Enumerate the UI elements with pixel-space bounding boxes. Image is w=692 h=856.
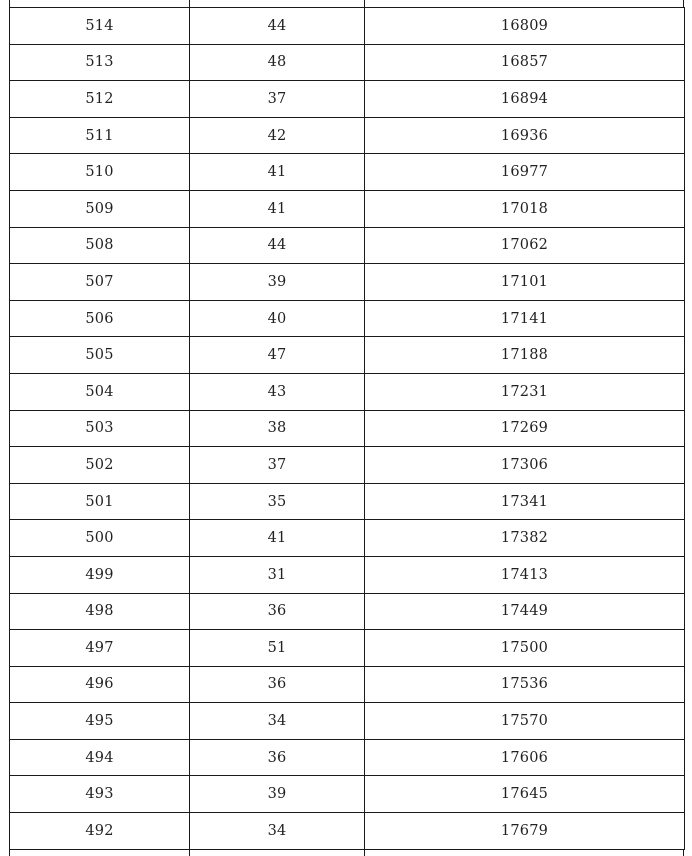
cumulative-cell: 17449 [365,593,685,630]
count-cell: 47 [190,337,365,374]
score-table-body [10,8,685,850]
count-cell: 39 [190,264,365,301]
table-top-continuation [9,0,684,7]
score-cell: 492 [10,813,190,850]
table-row [10,264,685,301]
score-cell: 509 [10,190,190,227]
score-cell: 500 [10,520,190,557]
count-cell: 48 [190,44,365,81]
count-cell: 38 [190,410,365,447]
table-row [10,8,685,45]
score-cell: 499 [10,556,190,593]
cumulative-cell: 17645 [365,776,685,813]
table-row [10,190,685,227]
score-cell: 508 [10,227,190,264]
cumulative-cell: 17570 [365,703,685,740]
count-cell: 31 [190,556,365,593]
cumulative-cell: 16809 [365,8,685,45]
table-row [10,776,685,813]
table-row [10,117,685,154]
score-cell: 503 [10,410,190,447]
table-row [10,300,685,337]
score-cell: 501 [10,483,190,520]
table-row [10,483,685,520]
table-row [10,593,685,630]
count-cell: 36 [190,739,365,776]
count-cell: 36 [190,593,365,630]
table-row [10,227,685,264]
score-cell: 493 [10,776,190,813]
cumulative-cell: 17606 [365,739,685,776]
cumulative-cell: 16857 [365,44,685,81]
count-cell: 51 [190,630,365,667]
score-cell: 514 [10,8,190,45]
count-cell: 41 [190,190,365,227]
cumulative-cell: 17231 [365,373,685,410]
count-cell: 44 [190,227,365,264]
table-row [10,703,685,740]
cumulative-cell: 17341 [365,483,685,520]
score-table [9,7,685,850]
score-cell: 502 [10,447,190,484]
table-row [10,739,685,776]
count-cell: 41 [190,154,365,191]
score-cell: 505 [10,337,190,374]
cumulative-cell: 17269 [365,410,685,447]
cumulative-cell: 17382 [365,520,685,557]
score-cell: 496 [10,666,190,703]
table-row [10,373,685,410]
score-cell: 512 [10,81,190,118]
count-cell: 36 [190,666,365,703]
table-row [10,666,685,703]
count-cell: 40 [190,300,365,337]
table-row [10,44,685,81]
table-row [10,337,685,374]
table-row [10,447,685,484]
cumulative-cell: 17500 [365,630,685,667]
table-row [10,520,685,557]
count-cell: 44 [190,8,365,45]
cumulative-cell: 17062 [365,227,685,264]
cumulative-cell: 16894 [365,81,685,118]
cumulative-cell: 17679 [365,813,685,850]
table-row [10,556,685,593]
cumulative-cell: 17536 [365,666,685,703]
count-cell: 35 [190,483,365,520]
table-row [10,630,685,667]
cumulative-cell: 17018 [365,190,685,227]
table-row [10,813,685,850]
table-row [10,410,685,447]
count-cell: 42 [190,117,365,154]
count-cell: 41 [190,520,365,557]
cumulative-cell: 17413 [365,556,685,593]
score-cell: 511 [10,117,190,154]
cumulative-cell: 17306 [365,447,685,484]
count-cell: 37 [190,81,365,118]
cumulative-cell: 16936 [365,117,685,154]
score-cell: 507 [10,264,190,301]
table-bottom-continuation [9,849,684,856]
score-cell: 506 [10,300,190,337]
cumulative-cell: 16977 [365,154,685,191]
cumulative-cell: 17141 [365,300,685,337]
score-cell: 498 [10,593,190,630]
count-cell: 34 [190,813,365,850]
count-cell: 37 [190,447,365,484]
score-cell: 510 [10,154,190,191]
score-cell: 497 [10,630,190,667]
score-cell: 513 [10,44,190,81]
count-cell: 39 [190,776,365,813]
table-row [10,154,685,191]
score-cell: 504 [10,373,190,410]
count-cell: 43 [190,373,365,410]
score-cell: 495 [10,703,190,740]
score-cell: 494 [10,739,190,776]
cumulative-cell: 17101 [365,264,685,301]
cumulative-cell: 17188 [365,337,685,374]
table-row [10,81,685,118]
count-cell: 34 [190,703,365,740]
